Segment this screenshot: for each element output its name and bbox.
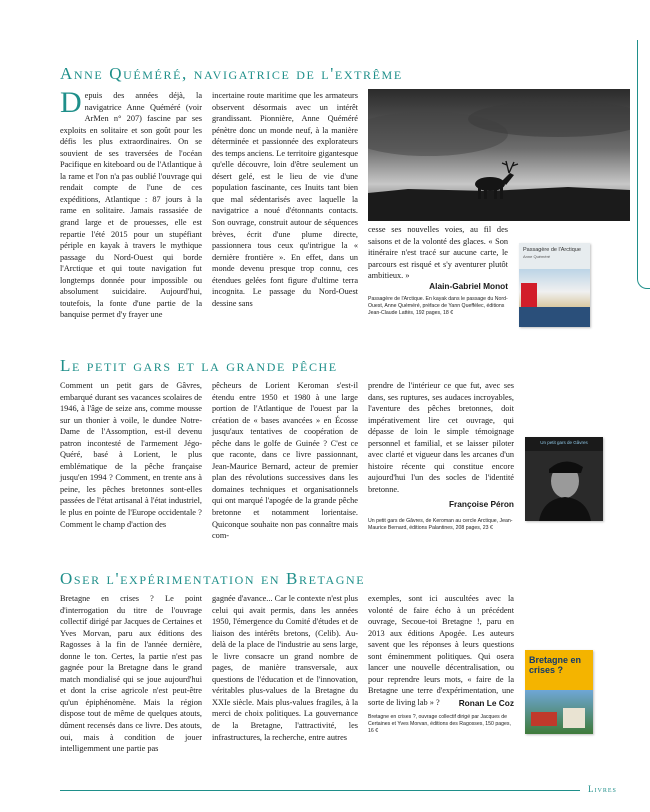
caption-1: Passagère de l'Arctique. En kayak dans le passage du Nord-Ouest, Anne Quéméré, préface de Yann Queffélec, éditions Jean-Claude Lattès, 192 pages, 18 € <box>368 296 508 316</box>
book-cover-3 <box>525 650 593 734</box>
book-2-portrait <box>525 451 603 521</box>
signature-1: Alain-Gabriel Monot <box>429 281 508 291</box>
book-1-title: Passagère de l'Arctique <box>523 247 581 253</box>
book-cover-2 <box>525 437 603 521</box>
caption-2: Un petit gars de Gâvres, de Keroman au cercle Arctique, Jean-Maurice Bernard, éditions Palantines, 208 pages, 23 € <box>368 518 513 531</box>
section-title-1: Anne Quéméré, navigatrice de l'extrême <box>60 64 403 83</box>
book-3-title: Bretagne en crises ? <box>529 655 582 675</box>
book-1-author: Anne Quéméré <box>523 254 551 259</box>
section-2-col-2: pêcheurs de Lorient Keroman s'est-il étendu entre 1950 et 1980 à une large portion de l'Atlantique de l'ouest par la création de « bases avancées » en Écosse jusqu'aux tentatives de coopération de pêche dans le golfe de Guinée ? C'est ce que raconte, dans ce livre passionnant, Jean-Maurice Bernard, acteur de premier plan des révolutions successives dans les domaines techniques et organisationnels qui ont marqué l'apogée de la grande pêche bretonne et notamment lorientaise. Quiconque souhaite non pas connaître mais com- <box>212 381 358 541</box>
book-3-house <box>531 712 557 726</box>
section-1-col-1-text: epuis des années déjà, la navigatrice Anne Quéméré (voir ArMen n° 207) fascine par ses exploits en solitaire et son goût pour les défis les plus extraordinaires. On se souvient de ses traversées de l'océan Pacifique en kiteboard ou de l'Atlantique à la rame et l'on n'a pas oublié l'ouvrage qui rendait compte de l'une de ces expéditions, Atlantique : 87 jours à la rame en solitaire. Jamais rassasiée de grand large et de prouesses, elle est repartie l'été 2015 pour un stupéfiant périple en kayak à travers le mythique passage du Nord-Ouest qui borde l'Arctique et qui toute navigation fut longtemps donnée pour impossible ou absolument suicidaire. Aujourd'hui, toutefois, la fonte d'une partie de la banquise permet d'y frayer une <box>60 91 202 320</box>
section-1-col-1 <box>60 86 202 321</box>
section-1-col-2: incertaine route maritime que les armateurs observent désormais avec un intérêt grandissant. Pionnière, Anne Quéméré pénètre donc un monde neuf, à la manière déterminée et passionnée des explorateurs des temps anciens. Le territoire gigantesque qu'elle découvre, loin d'être seulement un désert gelé, est le lieu de vie d'une population fascinante, ces Inuits tant bien que mal sédentarisés avec laquelle la navigatrice a noué d'étonnants contacts. Son ouvrage, construit autour de séquences brèves, écrit d'une plume directe, passionnera tous ceux qu'intrigue la « dernière frontière ». En effet, dans un monde devenu presque trop connu, ces étendues gelées font figure d'ultime terra incognita. Le passage du Nord-Ouest dessine sans <box>212 91 358 308</box>
section-2-col-1: Comment un petit gars de Gâvres, embarqué durant ses vacances scolaires de 1946, à l'âge de seize ans, comme mousse sur un thonier à voile, le dundee Notre-Dame de l'Assomption, est-il devenu patron incontesté de l'armement Jégo-Quéré, basé à Lorient, le plus emblématique de la pêche française jusqu'en 1994 ? Comment, en trente ans à peine, les pêches bretonnes sont-elles passées de l'état artisanal à l'état industriel, le plus en pointe de l'Europe occidentale ? Comment le champ d'action des <box>60 381 202 529</box>
book-1-footer-band <box>519 307 590 327</box>
caribou-photo <box>368 89 630 221</box>
book-2-title: Un petit gars de Gâvres <box>540 440 588 445</box>
section-2-col-3: prendre de l'intérieur ce que fut, avec ses dans, ses ruptures, ses audaces incroyables, l'aventure des pêches bretonnes, doit impérativement lire cet ouvrage, qui dépasse de loin le simple témoignage personnel et familial, et se laisser piloter avec clarté et vigueur dans les arcanes d'un histoire récente qui constitue encore aujourd'hui l'un des socles de l'identité bretonne. <box>368 381 514 494</box>
signature-2: Françoise Péron <box>448 499 514 509</box>
caption-3: Bretagne en crises ?, ouvrage collectif dirigé par Jacques de Certaines et Yves Morvan, éditions des Ragosses, 150 pages, 16 € <box>368 714 511 734</box>
side-tab <box>637 40 650 289</box>
footer-label: Livres <box>588 784 617 794</box>
section-3-col-1: Bretagne en crises ? Le point d'interrogation du titre de l'ouvrage collectif dirigé par Jacques de Certaines et Yves Morvan, paru aux éditions des Ragosses à la fin de l'année dernière, donne le ton. Certes, la partie n'est pas gagnée pour la Bretagne dans le grand match mondialisé qui se joue aujourd'hui et dont la crise agricole n'est peut-être qu'un épiphénomène. Mais la région dispose tout de même de quelques atouts, dûment recensés dans ce livre. Des atouts, oui, mais à condition de jouer intelligemment une partie pas <box>60 594 202 754</box>
section-1-col-3: cesse ses nouvelles voies, au fil des saisons et de la volonté des glaces. « Son itinéraire n'est tracé sur aucune carte, le parcours est risqué et s'y aventurer plutôt ambitieux. » <box>368 225 508 281</box>
section-title-2: Le petit gars et la grande pêche <box>60 356 338 375</box>
footer-rule <box>60 790 580 791</box>
book-3-building <box>563 708 585 728</box>
book-cover-1 <box>519 243 590 327</box>
section-title-3: Oser l'expérimentation en Bretagne <box>60 569 366 588</box>
section-3-col-3: exemples, sont ici auscultées avec la volonté de faire écho à un précédent ouvrage, Secoue-toi Bretagne !, paru en 2013 aux éditions Apogée. Les auteurs savent que les réponses à leurs questions sont éminemment politiques. Qui osera lancer une nouvelle décentralisation, ou pour reprendre leurs mots, « faire de la Bretagne une terre d'expérimentation, une sorte de living lab » ? <box>368 594 514 707</box>
dropcap: D <box>60 86 82 119</box>
signature-3: Ronan Le Coz <box>458 698 514 708</box>
section-3-col-2: gagnée d'avance... Car le contexte n'est plus celui qui avait permis, dans les années 1950, l'émergence du Comité d'études et de liaison des intérêts bretons, (Celib). Au-delà de la place de l'industrie au sens large, le livre consacre un grand nombre de pages, de manière transversale, aux questions de l'éducation et de l'innovation, véritables plus-values de la Bretagne du XXIe siècle. Mais plus-values fragiles, à la merci de choix politiques. La gouvernance de la Bretagne, l'attractivité, les infrastructures, la recherche, entre autres <box>212 594 358 742</box>
